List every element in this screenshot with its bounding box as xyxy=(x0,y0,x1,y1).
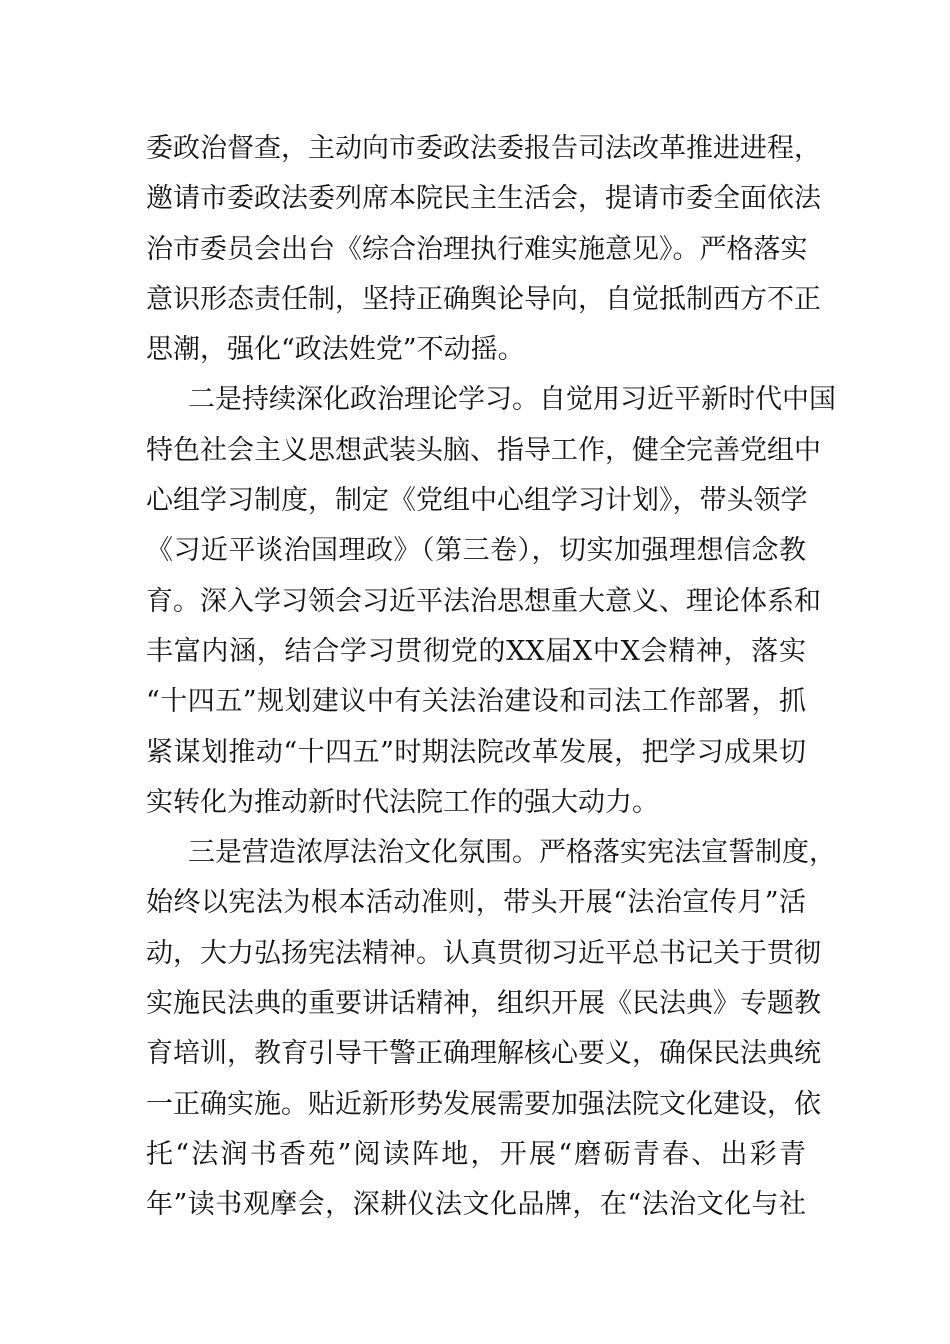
paragraph-first-line: 三是营造浓厚法治文化氛围。严格落实宪法宣誓制度， xyxy=(188,837,836,869)
text-line: 育。深入学习领会习近平法治思想重大意义、理论体系和 xyxy=(146,585,821,617)
text-line: 托“法润书香苑”阅读阵地，开展“磨砺青春、出彩青 xyxy=(146,1138,806,1170)
text-line: 意识形态责任制，坚持正确舆论导向，自觉抵制西方不正 xyxy=(146,283,821,315)
text-line: “十四五”规划建议中有关法治建设和司法工作部署，抓 xyxy=(146,686,806,718)
text-line: 实转化为推动新时代法院工作的强大动力。 xyxy=(146,786,659,818)
text-line: 动，大力弘扬宪法精神。认真贯彻习近平总书记关于贯彻 xyxy=(146,937,821,969)
text-line: 丰富内涵，结合学习贯彻党的XX届X中X会精神，落实 xyxy=(146,635,806,667)
text-line: 紧谋划推动“十四五”时期法院改革发展，把学习成果切 xyxy=(146,736,806,768)
text-line: 始终以宪法为根本活动准则，带头开展“法治宣传月”活 xyxy=(146,887,806,919)
text-line: 一正确实施。贴近新形势发展需要加强法院文化建设，依 xyxy=(146,1088,821,1120)
text-line: 治市委员会出台《综合治理执行难实施意见》。严格落实 xyxy=(146,233,808,265)
document-body xyxy=(146,124,836,1231)
text-line: 委政治督查，主动向市委政法委报告司法改革推进进程， xyxy=(146,133,821,164)
text-line: 育培训，教育引导干警正确理解核心要义，确保民法典统 xyxy=(146,1038,821,1070)
text-line: 特色社会主义思想武装头脑、指导工作，健全完善党组中 xyxy=(146,434,821,466)
text-line: 《习近平谈治国理政》（第三卷），切实加强理想信念教 xyxy=(146,535,806,567)
text-line: 年”读书观摩会，深耕仪法文化品牌，在“法治文化与社 xyxy=(146,1189,806,1221)
text-line: 邀请市委政法委列席本院民主生活会，提请市委全面依法 xyxy=(146,183,821,215)
text-line: 心组学习制度，制定《党组中心组学习计划》，带头领学 xyxy=(146,485,808,517)
text-line: 思潮，强化“政法姓党”不动摇。 xyxy=(146,334,525,366)
paragraph-first-line: 二是持续深化政治理论学习。自觉用习近平新时代中国 xyxy=(188,384,836,416)
text-line: 实施民法典的重要讲话精神，组织开展《民法典》专题教 xyxy=(146,988,821,1020)
